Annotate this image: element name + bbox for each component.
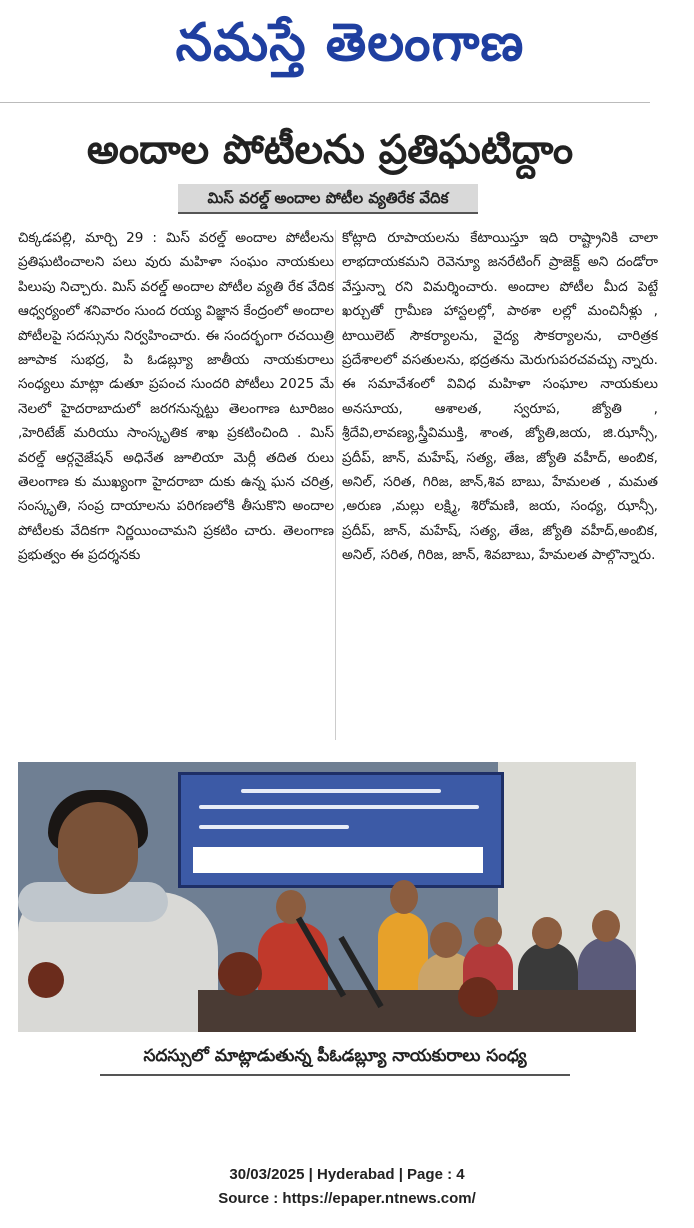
stage-table bbox=[198, 990, 636, 1032]
article-text-left: చిక్కడపల్లి, మార్చి 29 : మిస్ వరల్డ్ అందాల పోటీలను ప్రతిఘటించాలని పలు వురు మహిళా సంఘం నాయకులు పిలుపు నిచ్చారు. మిస్ వరల్డ్ అందాల పోటీల వ్యతి రేక వేదిక ఆధ్వర్యంలో శనివారం సుంద రయ్య విజ్ఞాన కేంద్రంలో అందాల పోటీలపై సదస్సును నిర్వహించారు. ఈ సందర్భంగా రచయిత్రి జూపాక సుభద్ర, పి ఓడబ్ల్యూ జాతీయ నాయకురాలు సంధ్యలు మాట్లా డుతూ ప్రపంచ సుందరి పోటీలు 2025 మే నెలలో హైదరాబాదులో జరగనున్నట్టు తెలంగాణ టూరిజం ,హెరిటేజ్ మరియు సాంస్కృతిక శాఖ ప్రకటించింది . మిస్ వరల్డ్ ఆర్గనైజేషన్ అధినేత జూలియా మెర్లీ తదిత రులు తెలంగాణ కు ముఖ్యంగా హైదరాబా దుకు ఉన్న ఘన చరిత్ర, సంస్కృతి, సంప్ర దాయాలను పరిగణలోకి తీసుకొని అందాల పోటీలకు వేదికగా నిర్ణయించామని ప్రకటిం చారు. తెలంగాణ ప్రభుత్వం ఈ ప్రదర్శనకు bbox=[18, 230, 334, 564]
attendee-head bbox=[430, 922, 462, 958]
article-photo bbox=[18, 762, 636, 1032]
attendee-head bbox=[474, 917, 502, 947]
column-divider bbox=[335, 230, 336, 740]
article-column-right bbox=[342, 226, 658, 746]
decor-finial bbox=[458, 977, 498, 1017]
masthead-divider bbox=[0, 102, 650, 103]
attendee-head bbox=[390, 880, 418, 914]
photo-caption: సదస్సులో మాట్లాడుతున్న పీఓడబ్ల్యూ నాయకురాలు సంధ్య bbox=[100, 1038, 570, 1076]
attendee-head bbox=[592, 910, 620, 942]
article-headline: అందాల పోటీలను ప్రతిఘటిద్దాం bbox=[86, 127, 574, 173]
footer-source-line: Source : https://epaper.ntnews.com/ bbox=[218, 1190, 476, 1207]
decor-finial bbox=[28, 962, 64, 998]
footer-date-line: 30/03/2025 | Hyderabad | Page : 4 bbox=[229, 1166, 465, 1183]
article-text-right: కోట్లాది రూపాయలను కేటాయిస్తూ ఇది రాష్ట్రానికి చాలా లాభదాయకమని రెవెన్యూ జనరేటింగ్ ప్రాజెక్ట్ అని దండోరా వేస్తున్నా రని విమర్శించారు. అందాల పోటీల మీద పెట్టే ఖర్చుతో గ్రామీణ హాస్టలల్లో, పాఠశా లల్లో మంచినీళ్లు , టాయిలెట్ సౌకర్యాలను, వైద్య సౌకర్యాలను, చారిత్రక ప్రదేశాలలో వసతులను, భద్రతను మెరుగుపరచవచ్చు న్నారు. ఈ సమావేశంలో వివిధ మహిళా సంఘాల నాయకులు అనసూయ, ఆశాలత, స్వరూప, జ్యోతి , శ్రీదేవి,లావణ్య,స్త్రీవిముక్తి, శాంత, జ్యోతి,జయ, జి.ఝాన్సీ, ప్రదీప్, జాన్, మహేష్, సత్య, తేజ, జ్యోతి వహీద్, అంబిక, అనిల్, సరిత, గిరిజ, జాన్,శివ బాబు, హేమలత , మమత ,అరుణ ,మల్లు లక్ష్మి, శిరోమణి, జయ, సంధ్య, ఝాన్సీ, ప్రదీప్, జాన్, మహేష్, సత్య, తేజ, జ్యోతి వహీద్,అంబిక, అనిల్, సరిత, గిరిజ, జాన్, శివబాబు, హేమలత పాల్గొన్నారు. bbox=[342, 230, 658, 564]
speaker-face bbox=[58, 802, 138, 894]
banner-stroke bbox=[199, 805, 479, 809]
masthead bbox=[0, 0, 694, 100]
article-column-left bbox=[18, 226, 334, 746]
article-subhead: మిస్ వరల్డ్ అందాల పోటీల వ్యతిరేక వేదిక bbox=[207, 189, 449, 207]
decor-finial bbox=[218, 952, 262, 996]
attendee-head bbox=[532, 917, 562, 949]
photo-event-banner bbox=[178, 772, 504, 888]
banner-panel bbox=[193, 847, 483, 873]
banner-stroke bbox=[199, 825, 349, 829]
newspaper-logo: నమస్తే తెలంగాణ bbox=[175, 13, 525, 73]
banner-stroke bbox=[241, 789, 441, 793]
subhead-box bbox=[178, 184, 478, 214]
